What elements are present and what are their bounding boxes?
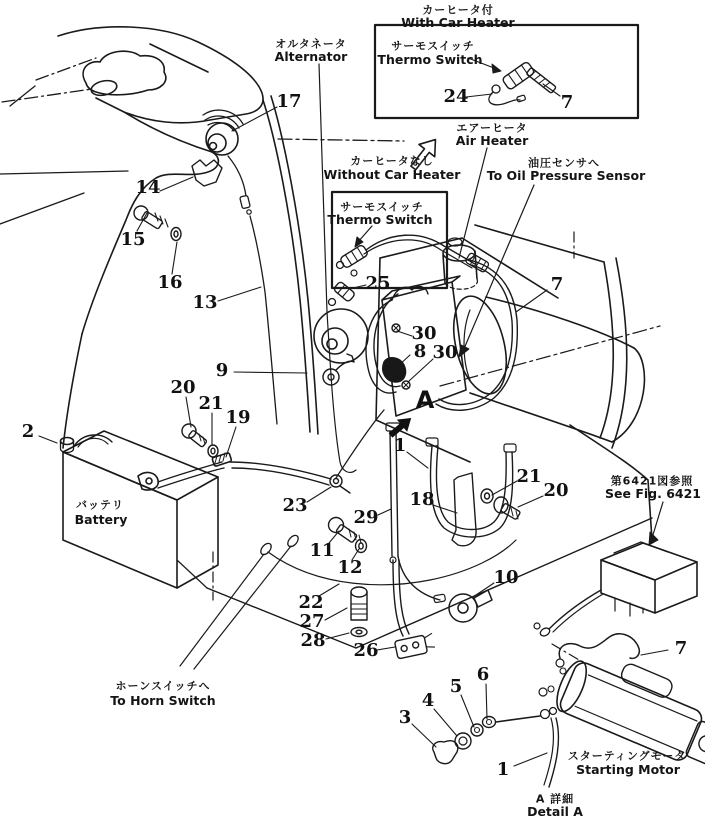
bolt-washer-27-28 (351, 587, 367, 637)
muffler (445, 291, 645, 442)
callout-1b: 1 (496, 759, 510, 780)
label-horn-switch-en: To Horn Switch (110, 692, 216, 708)
washer-6 (483, 717, 496, 728)
label-thermo-mid-en: Thermo Switch (327, 211, 433, 227)
callout-22: 22 (298, 592, 324, 613)
callout-1a: 1 (393, 435, 407, 456)
callout-20b: 20 (543, 480, 569, 501)
terminal-cap-3 (433, 741, 458, 764)
connector-26 (394, 633, 435, 659)
wire-1 (549, 718, 558, 787)
label-starting-motor-en: Starting Motor (576, 761, 680, 777)
callout-28: 28 (300, 630, 326, 651)
washer-5 (471, 724, 483, 736)
label-without-heater-en: Without Car Heater (323, 166, 461, 182)
callout-14: 14 (135, 177, 161, 198)
label-oil-pressure-en: To Oil Pressure Sensor (486, 167, 646, 183)
callout-7-bot: 7 (674, 638, 688, 659)
callout-23: 23 (282, 495, 308, 516)
callout-24: 24 (443, 86, 469, 107)
label-oil-pressure-ja: 油圧センサへ (528, 156, 600, 170)
callout-16: 16 (157, 272, 183, 293)
callout-29: 29 (353, 507, 379, 528)
alternator-leader (319, 64, 327, 312)
bolt-washer-left (182, 424, 218, 457)
callout-21b: 21 (516, 466, 542, 487)
callout-26: 26 (353, 640, 379, 661)
label-with-car-heater-en: With Car Heater (401, 14, 515, 30)
label-alternator-ja: オルタネータ (275, 37, 347, 51)
callout-11: 11 (309, 540, 335, 561)
horn (203, 110, 277, 424)
label-see-fig-ja: 第6421図参照 (610, 474, 694, 488)
label-air-heater-en: Air Heater (455, 132, 529, 148)
label-thermo-top-ja: サーモスイッチ (391, 39, 475, 53)
main-harness (268, 287, 519, 636)
callout-27: 27 (299, 611, 325, 632)
callout-30a: 30 (411, 323, 437, 344)
callout-18: 18 (409, 489, 435, 510)
label-starting-motor-ja: スターティングモータ (567, 749, 687, 763)
bolt-washer-right (481, 489, 521, 520)
label-battery-en: Battery (74, 511, 128, 527)
label-horn-switch-ja: ホーンスイッチへ (115, 679, 211, 693)
wire-29 (390, 431, 392, 556)
callout-4: 4 (421, 690, 435, 711)
callout-20a: 20 (170, 377, 196, 398)
ring-lug-23 (330, 475, 342, 487)
callout-2: 2 (21, 421, 35, 442)
callout-6: 6 (476, 664, 490, 685)
callout-7-mid: 7 (550, 274, 564, 295)
callout-9: 9 (215, 360, 229, 381)
callout-13: 13 (192, 292, 218, 313)
label-without-heater-ja: カーヒータなし (350, 154, 434, 168)
callout-5: 5 (449, 676, 463, 697)
label-alternator-en: Alternator (274, 48, 348, 64)
see-fig-box (534, 502, 697, 664)
air-heater-leader (459, 148, 487, 258)
callout-A: A (415, 386, 435, 414)
label-battery-ja: バッテリ (76, 498, 124, 512)
label-air-heater-ja: エアーヒータ (456, 121, 528, 135)
callout-30b: 30 (432, 342, 458, 363)
nut-4 (455, 733, 471, 749)
label-detail-a-en: Detail A (527, 803, 583, 818)
part-8-grommet (383, 358, 406, 382)
callout-7-top: 7 (560, 92, 574, 113)
callout-10: 10 (493, 567, 519, 588)
callout-12: 12 (337, 557, 363, 578)
callout-8: 8 (413, 341, 427, 362)
battery-terminal (61, 438, 74, 445)
wire-13 (250, 216, 277, 424)
callout-25: 25 (365, 273, 391, 294)
label-thermo-top-en: Thermo Switch (377, 51, 483, 67)
label-detail-a-ja: A 詳細 (535, 792, 575, 806)
callout-19: 19 (225, 407, 251, 428)
callout-15: 15 (120, 229, 146, 250)
label-thermo-mid-ja: サーモスイッチ (340, 200, 424, 214)
label-with-car-heater-ja: カーヒータ付 (422, 3, 494, 17)
callout-21a: 21 (198, 393, 224, 414)
hood-outline (0, 27, 318, 448)
component-10 (449, 590, 492, 622)
alternator-body (314, 309, 368, 363)
label-see-fig-en: See Fig. 6421 (605, 485, 701, 501)
callout-3: 3 (398, 707, 412, 728)
callout-17: 17 (276, 91, 302, 112)
